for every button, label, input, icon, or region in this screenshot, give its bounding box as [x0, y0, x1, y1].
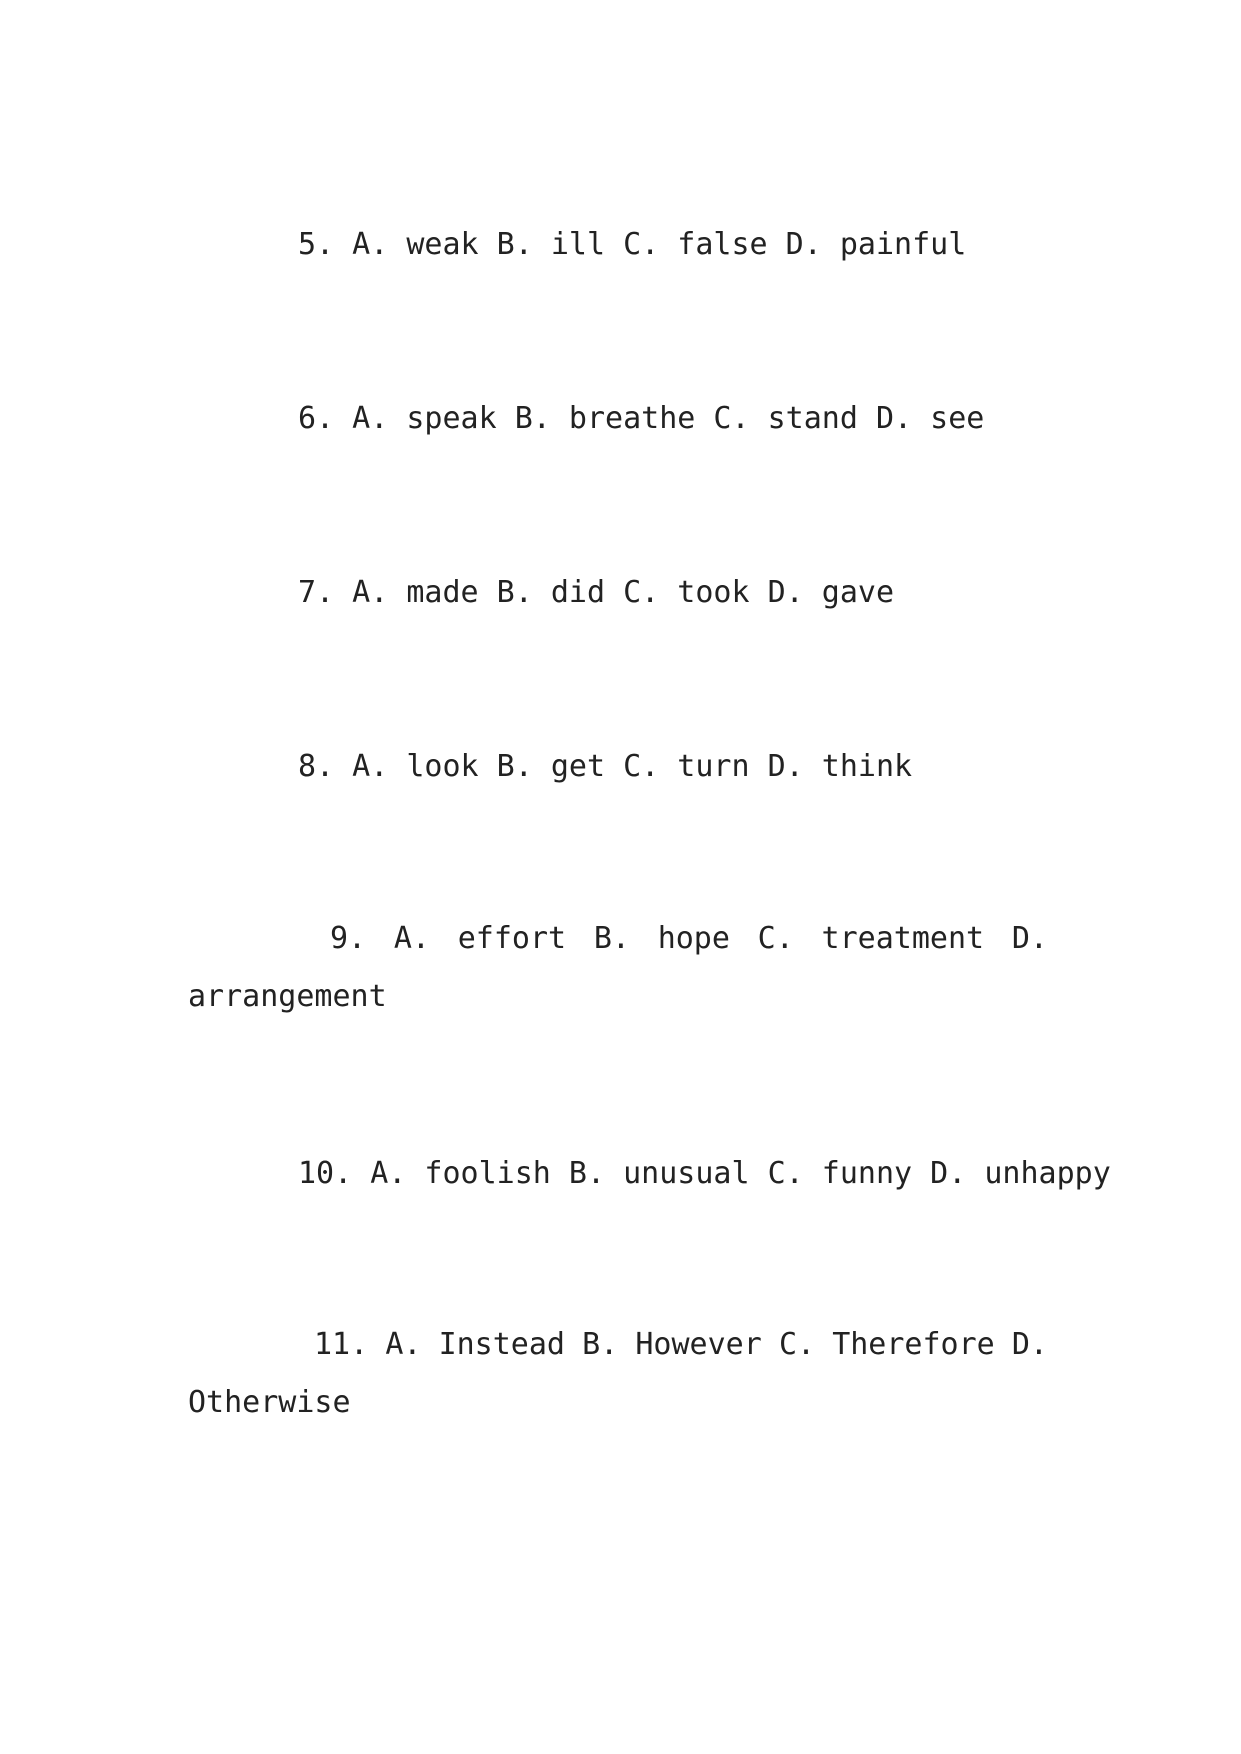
question-9-option-a-label: A. [393, 921, 430, 956]
question-11-option-c-label: C. [778, 1327, 816, 1362]
question-8: 8. A. look B. get C. turn D. think [298, 749, 913, 784]
question-11-option-c: Therefore [832, 1327, 995, 1362]
question-11 [188, 1316, 1048, 1432]
question-9-line-1 [188, 910, 1048, 968]
question-11-option-b: However [635, 1327, 762, 1362]
question-11-number: 11. [314, 1327, 369, 1362]
question-11-option-b-label: B. [582, 1327, 619, 1362]
question-11-option-a: Instead [438, 1327, 565, 1362]
question-11-option-d: Otherwise [188, 1385, 351, 1420]
question-11-option-a-label: A. [385, 1327, 422, 1362]
question-9 [188, 910, 1048, 1026]
question-10: 10. A. foolish B. unusual C. funny D. unhappy [298, 1156, 1111, 1191]
question-9-option-b-label: B. [593, 921, 630, 956]
question-9-option-c-label: C. [757, 921, 794, 956]
question-7: 7. A. made B. did C. took D. gave [298, 575, 895, 610]
question-9-option-c: treatment [821, 921, 985, 956]
question-11-option-d-label: D. [1011, 1327, 1048, 1362]
question-9-option-d-label: D. [1011, 921, 1048, 956]
question-9-number: 9. [330, 921, 367, 956]
question-6: 6. A. speak B. breathe C. stand D. see [298, 401, 985, 436]
question-9-option-a: effort [457, 921, 567, 956]
question-11-line-1 [188, 1316, 1048, 1374]
question-9-option-d: arrangement [188, 979, 387, 1014]
question-9-option-b: hope [657, 921, 730, 956]
question-5: 5. A. weak B. ill C. false D. painful [298, 227, 967, 262]
